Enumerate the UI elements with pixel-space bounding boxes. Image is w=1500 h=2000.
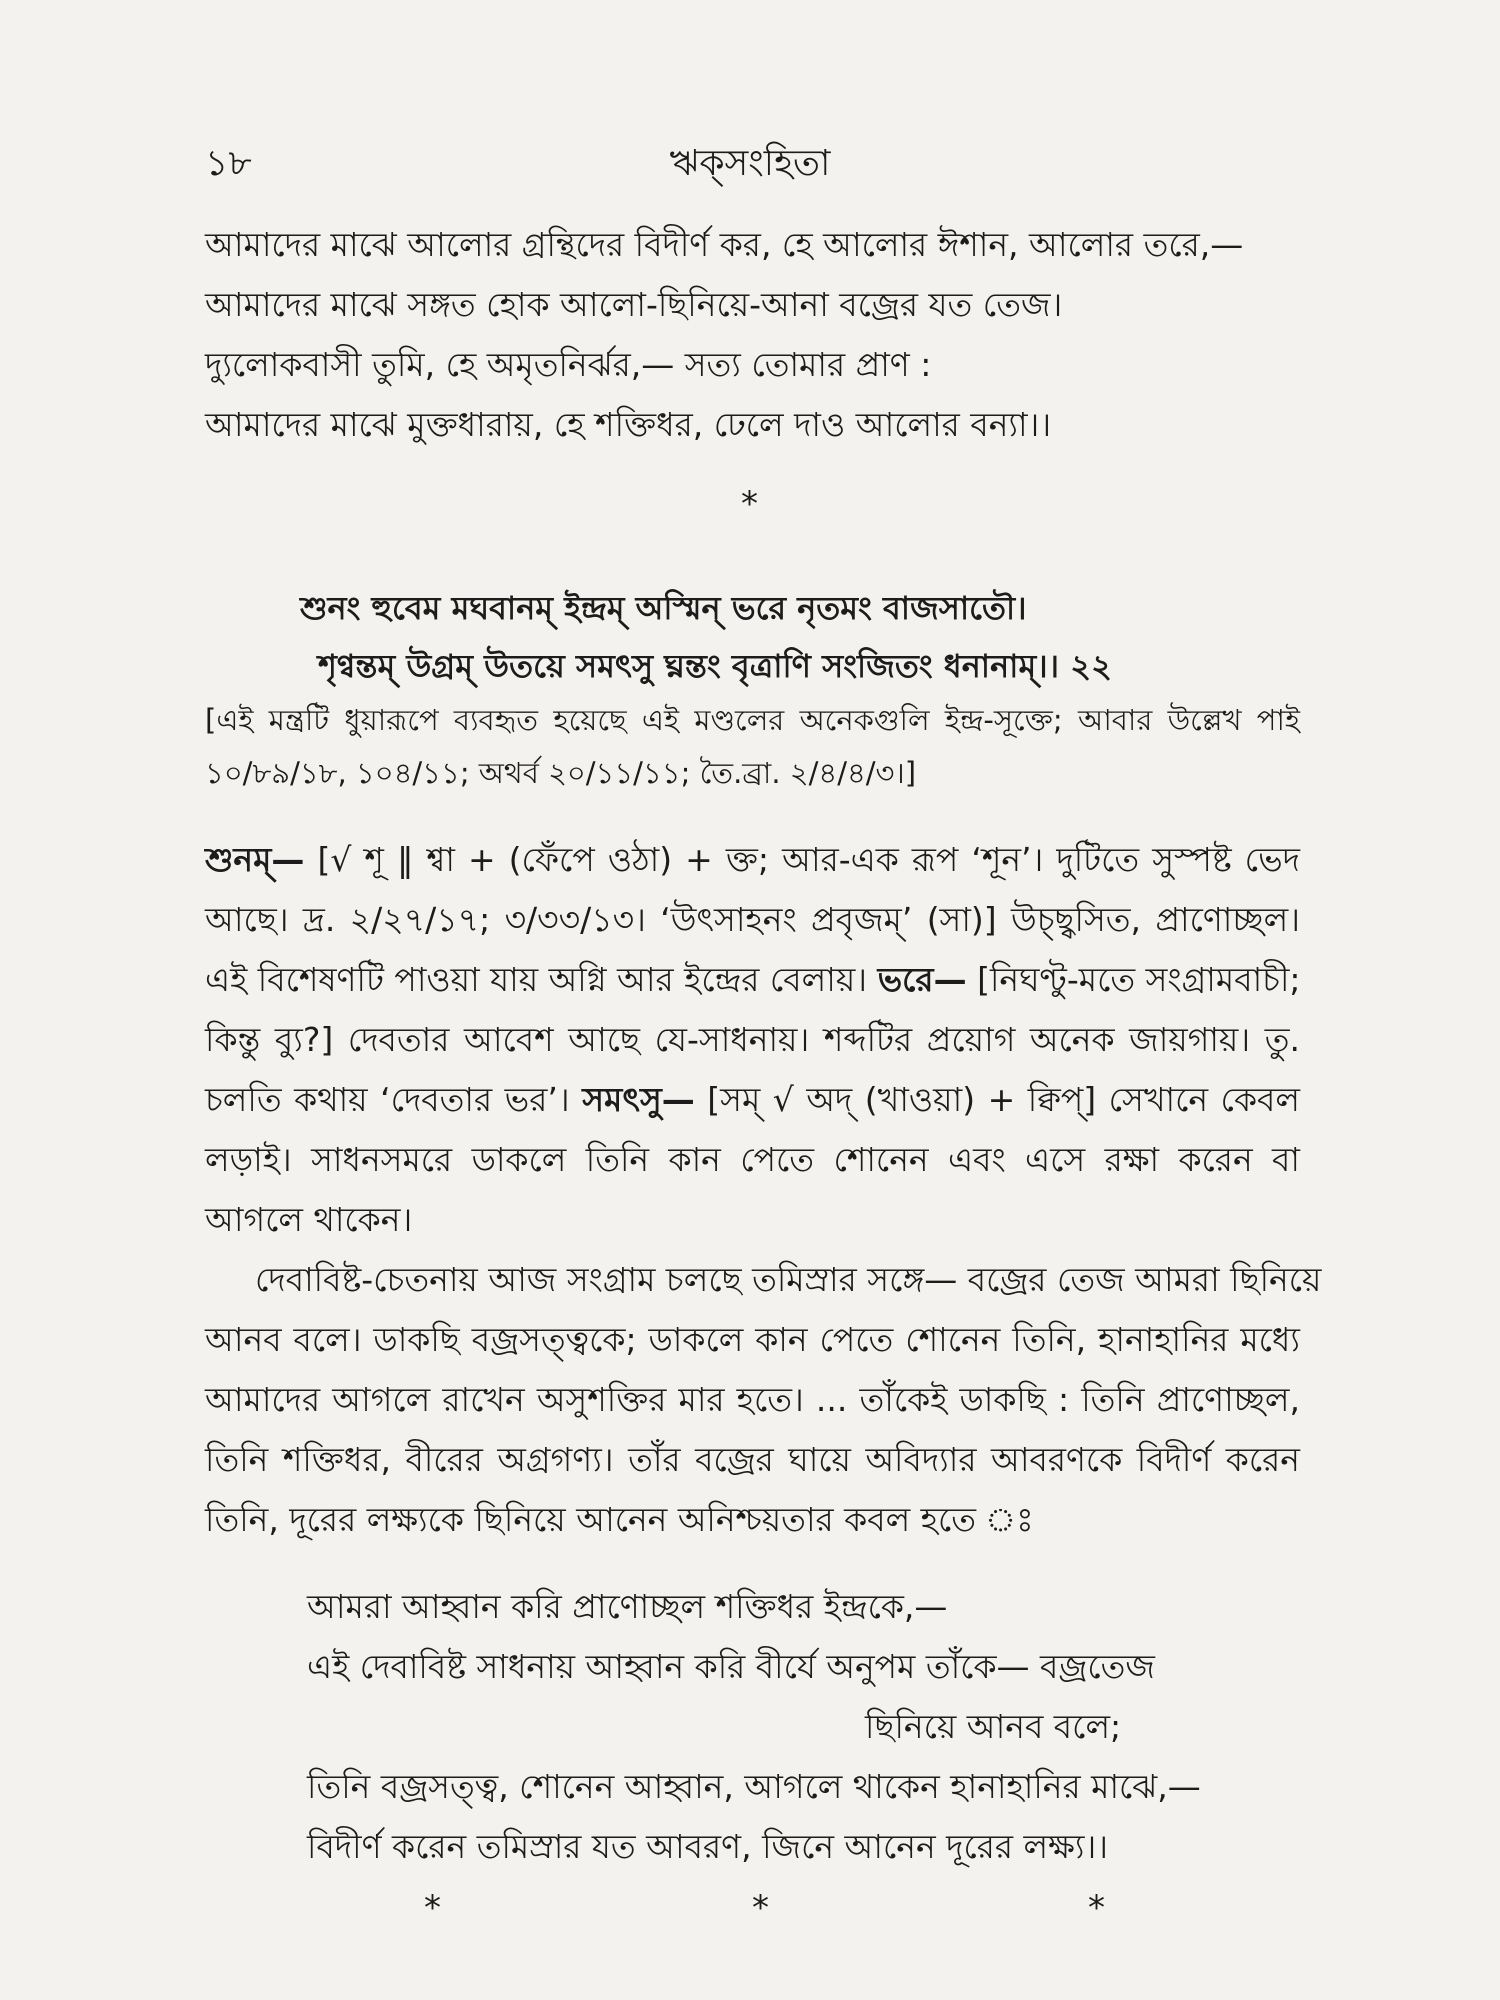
section-separator: *	[752, 1888, 769, 1928]
commentary-line: চলতি কথায় ‘দেবতার ভর’। সমৎসু— [সম্‌ √ অদ্‌ (খাওয়া) + ক্বিপ্‌] সেখানে কেবল	[205, 1080, 1300, 1119]
section-separator: *	[741, 484, 758, 524]
mantra-note-line: [এই মন্ত্রটি ধুয়ারূপে ব্যবহৃত হয়েছে এই মণ্ডলের অনেকগুলি ইন্দ্র-সূক্তে; আবার উল্লেখ পাই	[205, 703, 1300, 737]
verse-line: দ্যুলোকবাসী তুমি, হে অমৃতনির্ঝর,— সত্য তোমার প্রাণ :	[205, 345, 932, 384]
paraphrase-line: দেবাবিষ্ট-চেতনায় আজ সংগ্রাম চলছে তমিস্রার সঙ্গে— বজ্রের তেজ আমরা ছিনিয়ে	[255, 1260, 1322, 1299]
verse-line: আমাদের মাঝে সঙ্গত হোক আলো-ছিনিয়ে-আনা বজ্রের যত তেজ।	[205, 285, 1063, 324]
mantra-note-line: ১০/৮৯/১৮, ১০৪/১১; অথর্ব ২০/১১/১১; তৈ.ব্রা. ২/৪/৪/৩।]	[205, 756, 917, 790]
commentary-line: লড়াই। সাধনসমরে ডাকলে তিনি কান পেতে শোনেন এবং এসে রক্ষা করেন বা	[205, 1140, 1300, 1179]
term-shunam: শুনম্‌—	[205, 840, 305, 879]
term-samatsu: সমৎসু—	[582, 1080, 695, 1119]
commentary-line: আছে। দ্র. ২/২৭/১৭; ৩/৩৩/১৩। ‘উৎসাহনং প্রবৃজম্‌’ (সা)] উচ্ছ্বসিত, প্রাণোচ্ছল।	[205, 900, 1300, 939]
verse-line: আমরা আহ্বান করি প্রাণোচ্ছল শক্তিধর ইন্দ্রকে,—	[307, 1587, 948, 1626]
verse-line: ছিনিয়ে আনব বলে;	[865, 1707, 1122, 1746]
verse-line: এই দেবাবিষ্ট সাধনায় আহ্বান করি বীর্যে অনুপম তাঁকে— বজ্রতেজ	[307, 1647, 1155, 1686]
page-header	[205, 136, 1295, 186]
verse-line: আমাদের মাঝে মুক্তধারায়, হে শক্তিধর, ঢেলে দাও আলোর বন্যা।।	[205, 405, 1052, 444]
term-bhare: ভরে—	[877, 960, 967, 999]
mantra-line: শুনং হুবেম মঘবানম্‌ ইন্দ্রম্‌ অস্মিন্‌ ভরে নৃতমং বাজসাতৌ।	[300, 589, 1027, 627]
commentary-line: কিন্তু ব্যু?] দেবতার আবেশ আছে যে-সাধনায়। শব্দটির প্রয়োগ অনেক জায়গায়। তু.	[205, 1020, 1300, 1059]
running-title: ঋক্‌সংহিতা	[669, 143, 831, 184]
section-separator: *	[1088, 1888, 1105, 1928]
verse-line: বিদীর্ণ করেন তমিস্রার যত আবরণ, জিনে আনেন দূরের লক্ষ্য।।	[307, 1827, 1109, 1866]
verse-line: আমাদের মাঝে আলোর গ্রন্থিদের বিদীর্ণ কর, হে আলোর ঈশান, আলোর তরে,—	[205, 225, 1244, 264]
paraphrase-line: তিনি শক্তিধর, বীরের অগ্রগণ্য। তাঁর বজ্রের ঘায়ে অবিদ্যার আবরণকে বিদীর্ণ করেন	[205, 1440, 1300, 1479]
commentary-line: আগলে থাকেন।	[205, 1200, 413, 1239]
section-separator: *	[424, 1888, 441, 1928]
mantra-line: শৃণ্বন্তম্‌ উগ্রম্‌ উতয়ে সমৎসু ঘ্নন্তং বৃত্রাণি সংজিতং ধনানাম্‌।। ২২	[318, 647, 1112, 685]
paraphrase-line: আমাদের আগলে রাখেন অসুশক্তির মার হতে। ... তাঁকেই ডাকছি : তিনি প্রাণোচ্ছল,	[205, 1380, 1300, 1419]
paraphrase-line: তিনি, দূরের লক্ষ্যকে ছিনিয়ে আনেন অনিশ্চয়তার কবল হতে ঃ	[205, 1500, 1034, 1539]
commentary-line: শুনম্‌— [√ শূ ‖ শ্বা + (ফেঁপে ওঠা) + ক্ত; আর-এক রূপ ‘শূন’। দুটিতে সুস্পষ্ট ভেদ	[205, 840, 1300, 879]
page-number: ১৮	[205, 143, 252, 184]
verse-line: তিনি বজ্রসত্ত্ব, শোনেন আহ্বান, আগলে থাকেন হানাহানির মাঝে,—	[307, 1767, 1201, 1806]
commentary-line: এই বিশেষণটি পাওয়া যায় অগ্নি আর ইন্দ্রের বেলায়। ভরে— [নিঘণ্টু-মতে সংগ্রামবাচী;	[205, 960, 1301, 999]
paraphrase-line: আনব বলে। ডাকছি বজ্রসত্ত্বকে; ডাকলে কান পেতে শোনেন তিনি, হানাহানির মধ্যে	[205, 1320, 1300, 1359]
